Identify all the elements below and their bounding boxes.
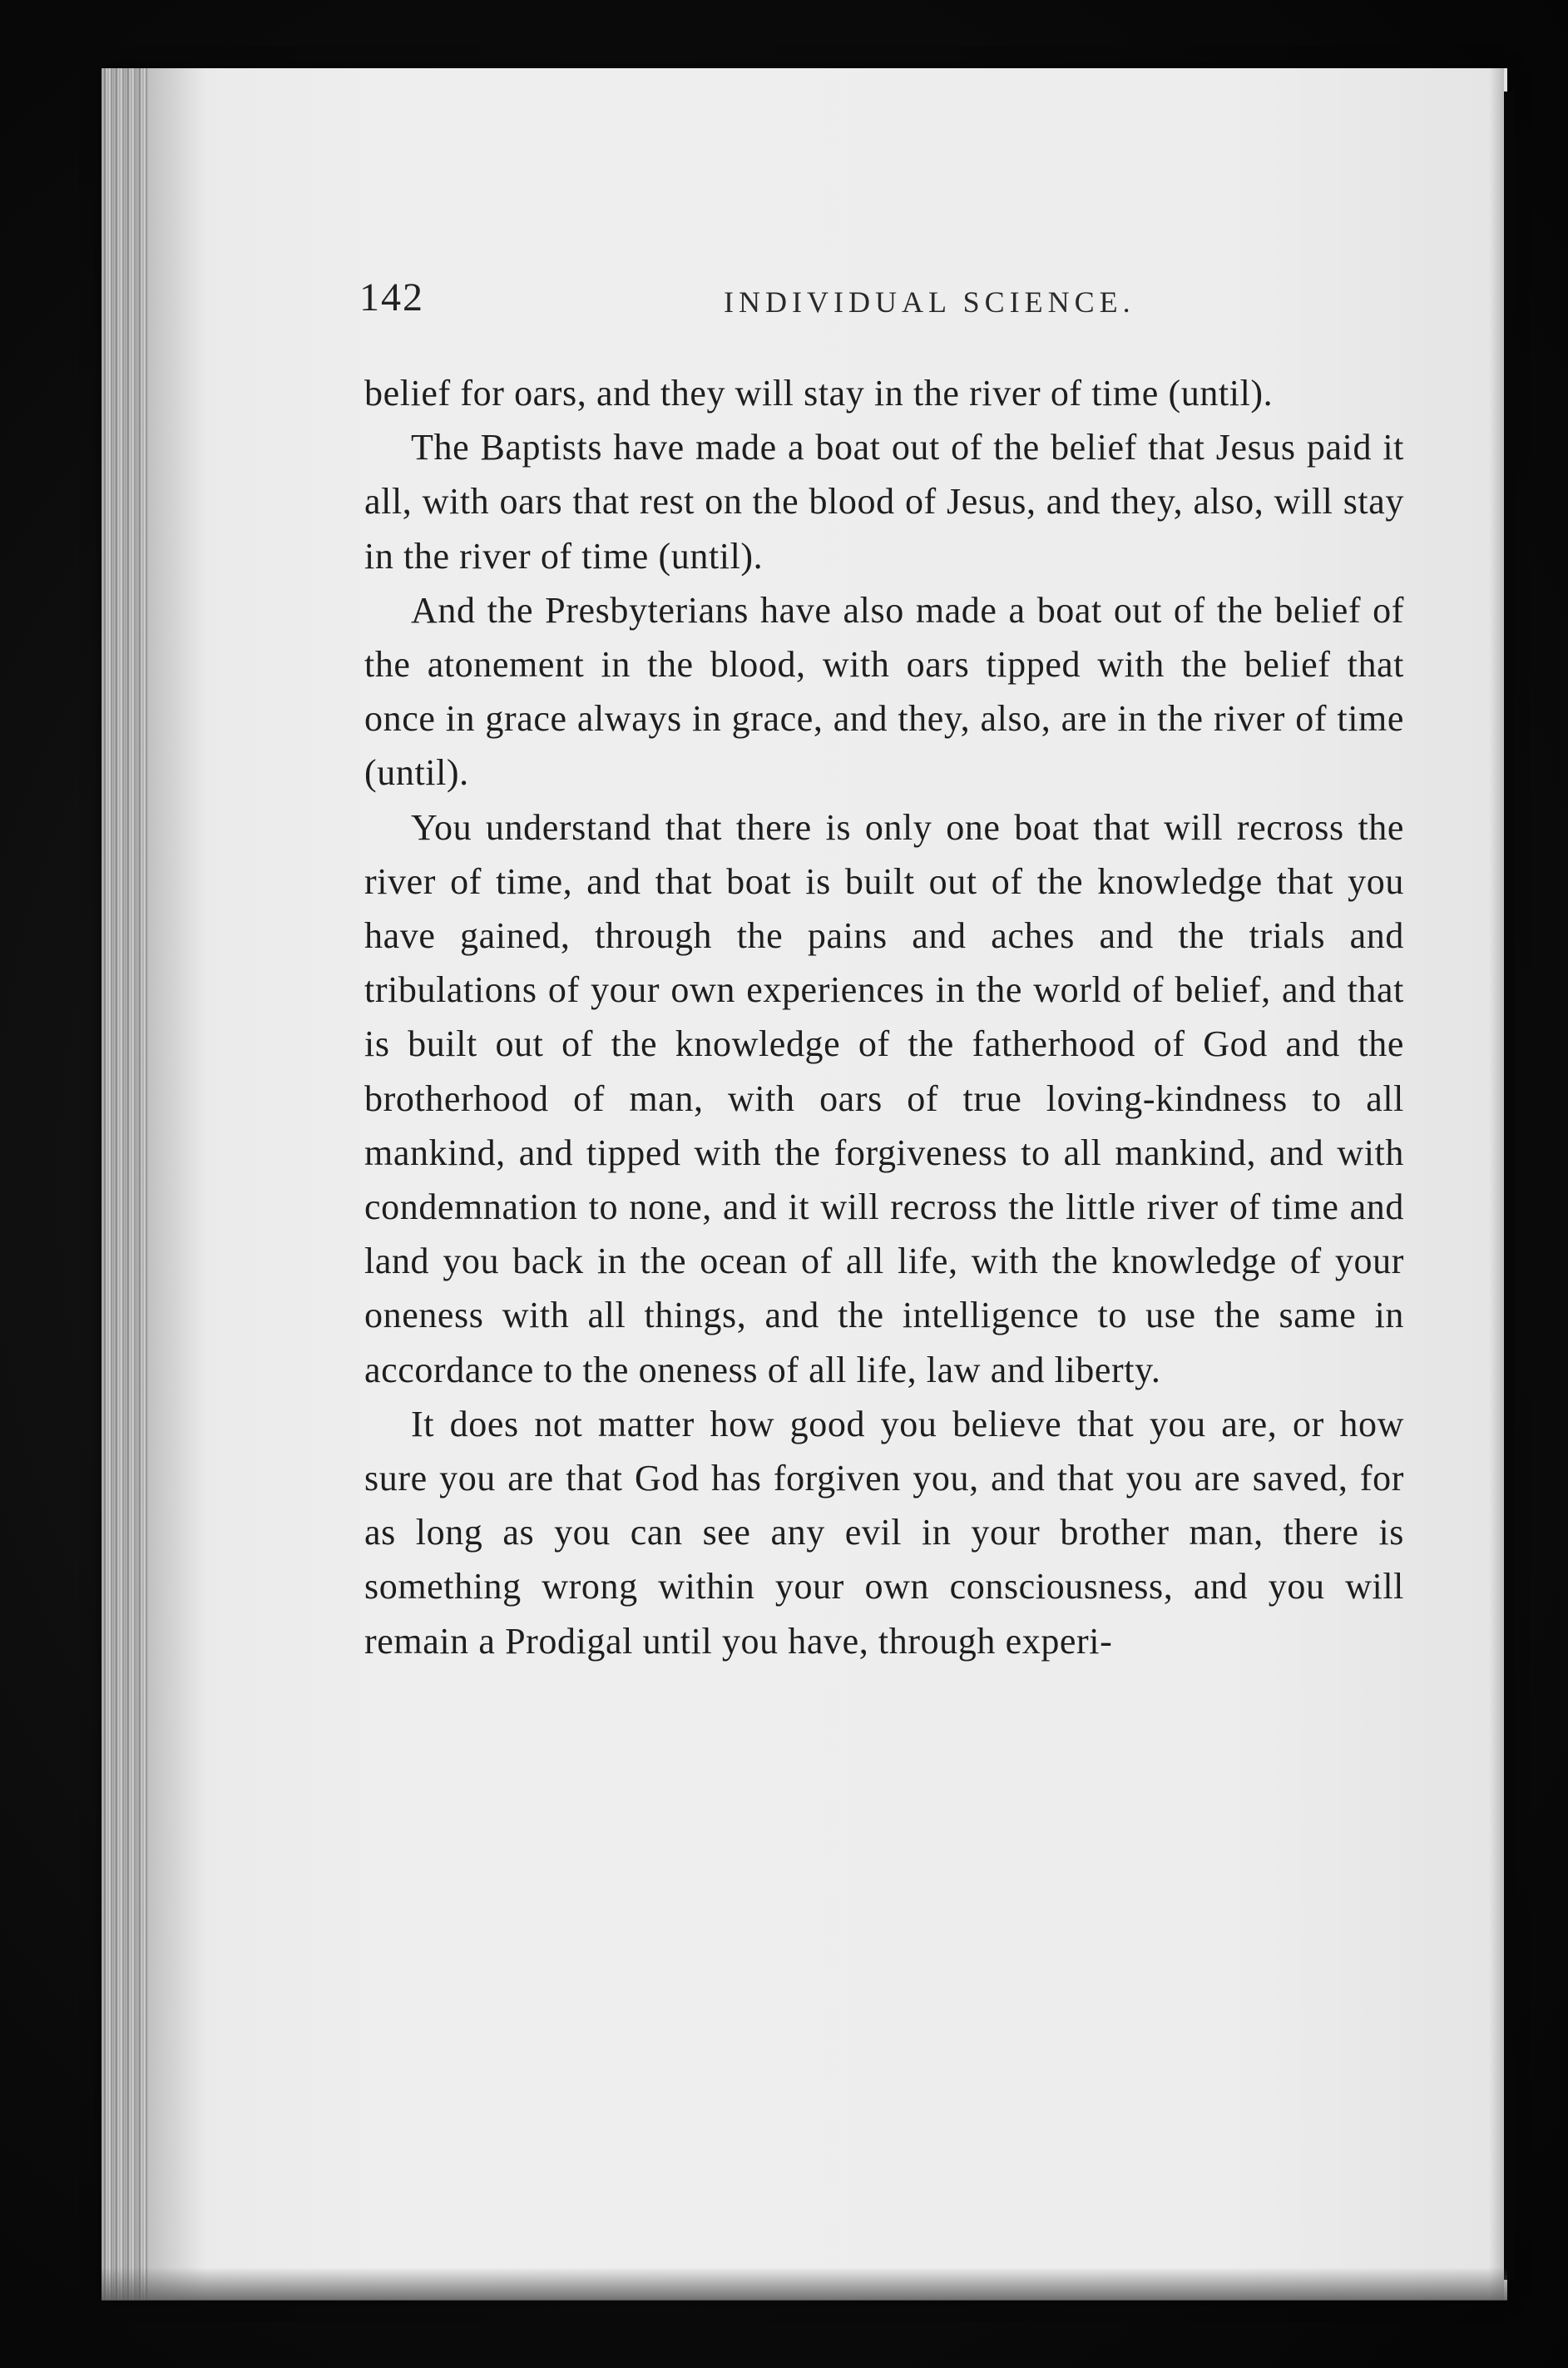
paragraph: You understand that there is only one boat that will recross the river of time, and that boat is built out of the knowledge that you have gained, through the pains and aches and the trials and tribulations of your own experiences in the world of belief, and that is built out of the knowledge of the fatherhood of God and the brotherhood of man, with oars of true loving-kindness to all mankind, and tipped with the forgiveness to all mankind, and with condemnation to none, and it will recross the little river of time and land you back in the ocean of all life, with the knowledge of your oneness with all things, and the intelligence to use the same in accordance to the oneness of all life, law and liberty. — [364, 806, 1404, 1390]
paragraph: The Baptists have made a boat out of the belief that Jesus paid it all, with oars that rest on the blood of Jesus, and they, also, will stay in the river of time (until). — [364, 427, 1404, 577]
body-text — [364, 366, 1404, 1668]
running-head: INDIVIDUAL SCIENCE. — [724, 285, 1135, 319]
page-number: 142 — [359, 275, 424, 320]
paragraph: It does not matter how good you believe that you are, or how sure you are that God has forgiven you, and that you are saved, for as long as you can see any evil in your brother man, there is something wrong within your own consciousness, and you will remain a Prodigal until you have, through experi- — [364, 1403, 1404, 1662]
page-right-edge — [1504, 92, 1514, 2280]
page-header — [359, 275, 1407, 324]
paragraph: And the Presbyterians have also made a boat out of the belief of the atonement in the blood, with oars tipped with the belief that once in grace always in grace, and they, also, are in the river of time (until). — [364, 589, 1404, 794]
paragraph: belief for oars, and they will stay in the river of time (until). — [364, 373, 1274, 414]
page-right-shadow — [1489, 68, 1504, 2300]
page-binding — [101, 68, 148, 2300]
page-bottom-edge — [101, 2267, 1507, 2301]
binding-shadow — [148, 68, 206, 2300]
